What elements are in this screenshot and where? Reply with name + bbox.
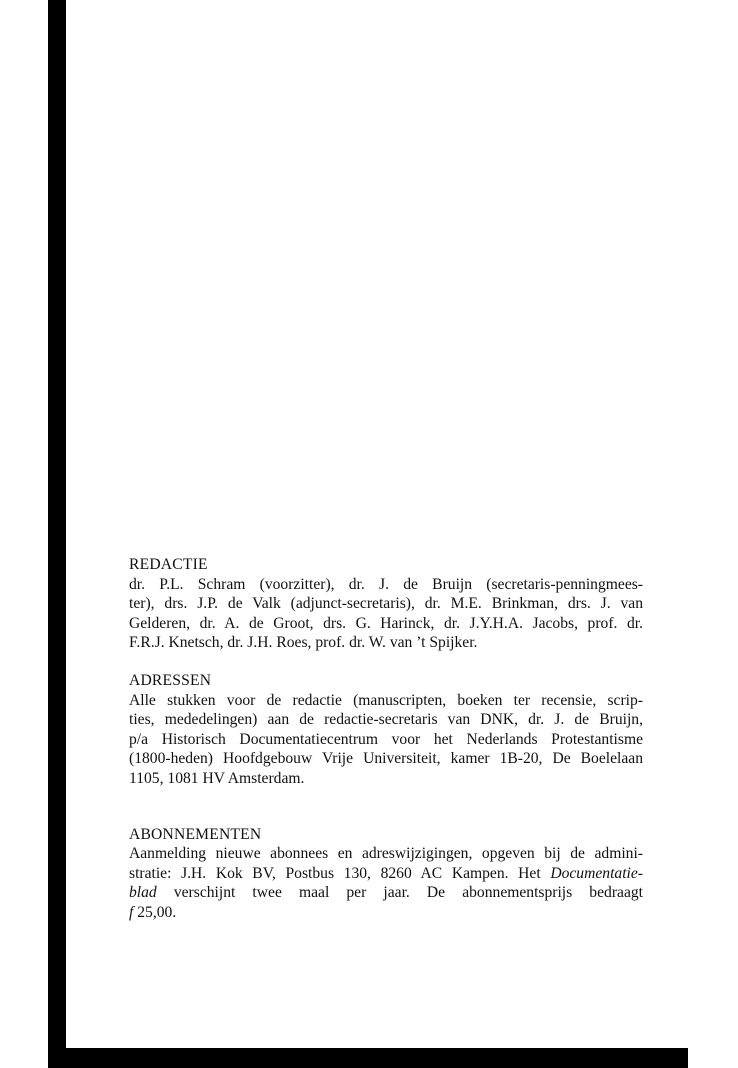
section-redactie (129, 555, 643, 653)
section-abonnementen (129, 825, 643, 923)
abonnementen-text: stratie: J.H. Kok BV, Postbus 130, 8260 AC Kampen. Het (129, 864, 551, 882)
adressen-line: Alle stukken voor de redactie (manuscripten, boeken ter recensie, scrip- (129, 691, 643, 709)
scan-border-bottom (48, 1048, 688, 1068)
guilder-sign: f (129, 903, 134, 921)
abonnementen-line: Aanmelding nieuwe abonnees en adreswijzigingen, opgeven bij de admini- (129, 845, 643, 863)
section-adressen (129, 671, 643, 789)
journal-title-italic: blad (129, 884, 157, 902)
colophon (129, 555, 643, 923)
redactie-line: ter), drs. J.P. de Valk (adjunct-secretaris), dr. M.E. Brinkman, drs. J. van (129, 595, 643, 613)
abonnementen-line (129, 903, 643, 923)
adressen-line: p/a Historisch Documentatiecentrum voor het Nederlands Protestantisme (129, 730, 643, 748)
abonnementen-text: verschijnt twee maal per jaar. De abonnementsprijs bedraagt (156, 884, 643, 902)
adressen-line: (1800-heden) Hoofdgebouw Vrije Universiteit, kamer 1B-20, De Boelelaan (129, 750, 643, 768)
abonnementen-line (129, 883, 643, 903)
journal-title-italic: Documentatie- (550, 864, 643, 882)
section-title-abonnementen: ABONNEMENTEN (129, 825, 262, 843)
adressen-line: ties, mededelingen) aan de redactie-secretaris van DNK, dr. J. de Bruijn, (129, 711, 643, 729)
adressen-line: 1105, 1081 HV Amsterdam. (129, 769, 305, 787)
scan-border-left (48, 0, 66, 1068)
redactie-line: dr. P.L. Schram (voorzitter), dr. J. de Bruijn (secretaris-penningmees- (129, 575, 643, 593)
subscription-price: 25,00. (133, 903, 177, 921)
abonnementen-line (129, 864, 643, 884)
section-title-adressen: ADRESSEN (129, 671, 212, 689)
section-title-redactie: REDACTIE (129, 556, 208, 573)
redactie-line: F.R.J. Knetsch, dr. J.H. Roes, prof. dr. W. van ’t Spijker. (129, 634, 478, 652)
redactie-line: Gelderen, dr. A. de Groot, drs. G. Harinck, dr. J.Y.H.A. Jacobs, prof. dr. (129, 614, 643, 632)
